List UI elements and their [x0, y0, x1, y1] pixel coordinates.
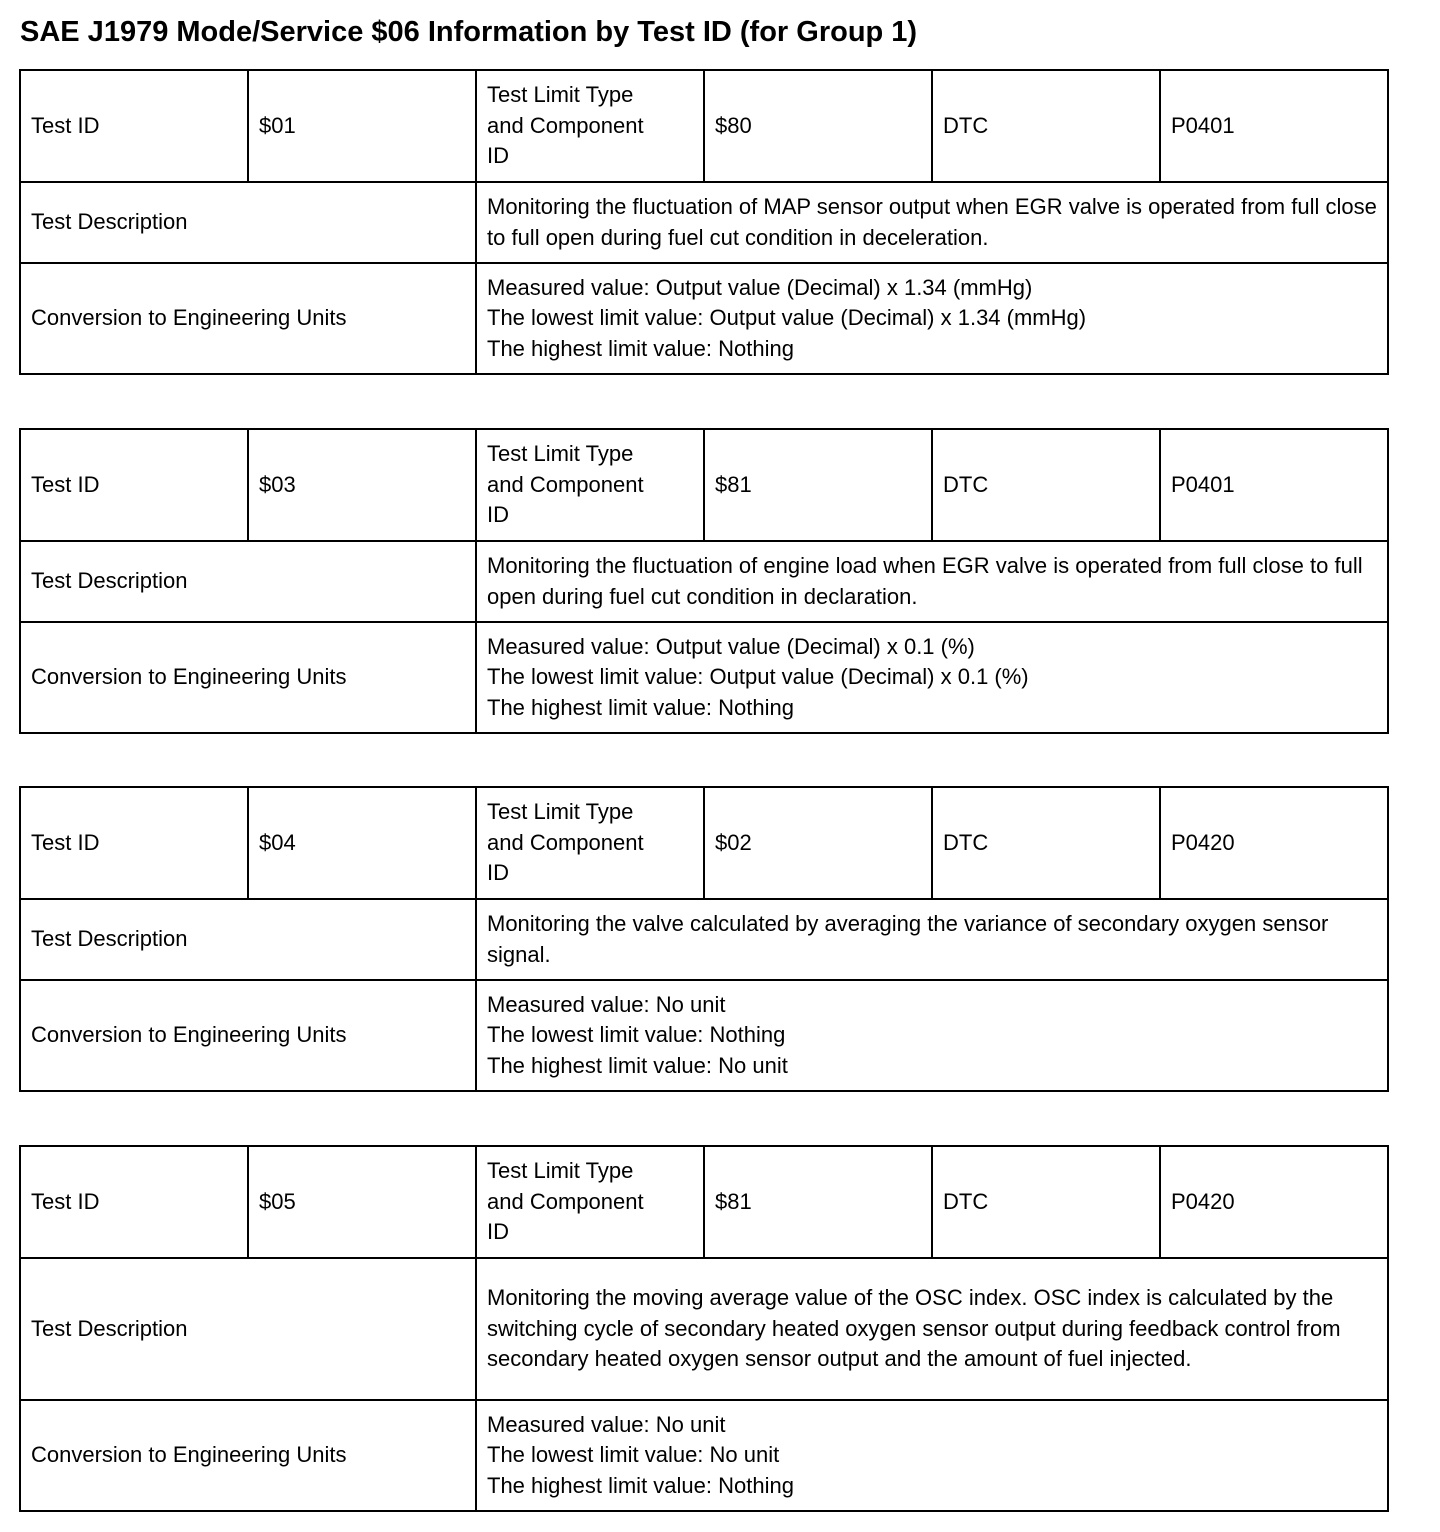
description-value: Monitoring the valve calculated by averaging the variance of secondary oxygen sensor signal.	[476, 899, 1388, 980]
description-row	[20, 1258, 1388, 1400]
limit-type-label: Test Limit Type and Component ID	[476, 787, 704, 899]
description-row	[20, 899, 1388, 980]
limit-type-value: $80	[704, 70, 932, 182]
conversion-label: Conversion to Engineering Units	[20, 980, 476, 1091]
test-id-value: $01	[248, 70, 476, 182]
test-id-label: Test ID	[20, 1146, 248, 1258]
conversion-value: Measured value: No unit The lowest limit value: Nothing The highest limit value: No unit	[476, 980, 1388, 1091]
limit-type-value: $81	[704, 1146, 932, 1258]
conversion-label: Conversion to Engineering Units	[20, 263, 476, 374]
test-id-row	[20, 1146, 1388, 1258]
description-row	[20, 182, 1388, 263]
limit-type-value: $81	[704, 429, 932, 541]
test-id-row	[20, 70, 1388, 182]
conversion-value: Measured value: Output value (Decimal) x 0.1 (%) The lowest limit value: Output value (Decimal) x 0.1 (%) The highest limit value: Nothing	[476, 622, 1388, 733]
description-label: Test Description	[20, 1258, 476, 1400]
dtc-label: DTC	[932, 429, 1160, 541]
test-id-value: $05	[248, 1146, 476, 1258]
conversion-value: Measured value: Output value (Decimal) x 1.34 (mmHg) The lowest limit value: Output value (Decimal) x 1.34 (mmHg) The highest limit value: Nothing	[476, 263, 1388, 374]
test-id-label: Test ID	[20, 429, 248, 541]
conversion-row	[20, 263, 1388, 374]
dtc-value: P0401	[1160, 70, 1388, 182]
conversion-row	[20, 980, 1388, 1091]
description-row	[20, 541, 1388, 622]
conversion-row	[20, 622, 1388, 733]
test-id-value: $03	[248, 429, 476, 541]
test-table	[19, 786, 1389, 1092]
limit-type-value: $02	[704, 787, 932, 899]
dtc-value: P0420	[1160, 787, 1388, 899]
test-id-row	[20, 787, 1388, 899]
test-id-row	[20, 429, 1388, 541]
dtc-value: P0420	[1160, 1146, 1388, 1258]
dtc-label: DTC	[932, 70, 1160, 182]
page-title: SAE J1979 Mode/Service $06 Information by Test ID (for Group 1)	[20, 16, 918, 48]
test-table	[19, 1145, 1389, 1512]
test-id-label: Test ID	[20, 70, 248, 182]
test-id-label: Test ID	[20, 787, 248, 899]
dtc-label: DTC	[932, 787, 1160, 899]
description-label: Test Description	[20, 541, 476, 622]
description-value: Monitoring the fluctuation of engine load when EGR valve is operated from full close to full open during fuel cut condition in declaration.	[476, 541, 1388, 622]
limit-type-label: Test Limit Type and Component ID	[476, 70, 704, 182]
conversion-label: Conversion to Engineering Units	[20, 622, 476, 733]
description-label: Test Description	[20, 899, 476, 980]
conversion-label: Conversion to Engineering Units	[20, 1400, 476, 1511]
conversion-value: Measured value: No unit The lowest limit value: No unit The highest limit value: Nothing	[476, 1400, 1388, 1511]
conversion-row	[20, 1400, 1388, 1511]
limit-type-label: Test Limit Type and Component ID	[476, 1146, 704, 1258]
test-table	[19, 69, 1389, 375]
description-label: Test Description	[20, 182, 476, 263]
description-value: Monitoring the moving average value of the OSC index. OSC index is calculated by the switching cycle of secondary heated oxygen sensor output during feedback control from secondary heated oxygen sensor output and the amount of fuel injected.	[476, 1258, 1388, 1400]
description-value: Monitoring the fluctuation of MAP sensor output when EGR valve is operated from full close to full open during fuel cut condition in deceleration.	[476, 182, 1388, 263]
dtc-label: DTC	[932, 1146, 1160, 1258]
test-table	[19, 428, 1389, 734]
dtc-value: P0401	[1160, 429, 1388, 541]
test-id-value: $04	[248, 787, 476, 899]
limit-type-label: Test Limit Type and Component ID	[476, 429, 704, 541]
